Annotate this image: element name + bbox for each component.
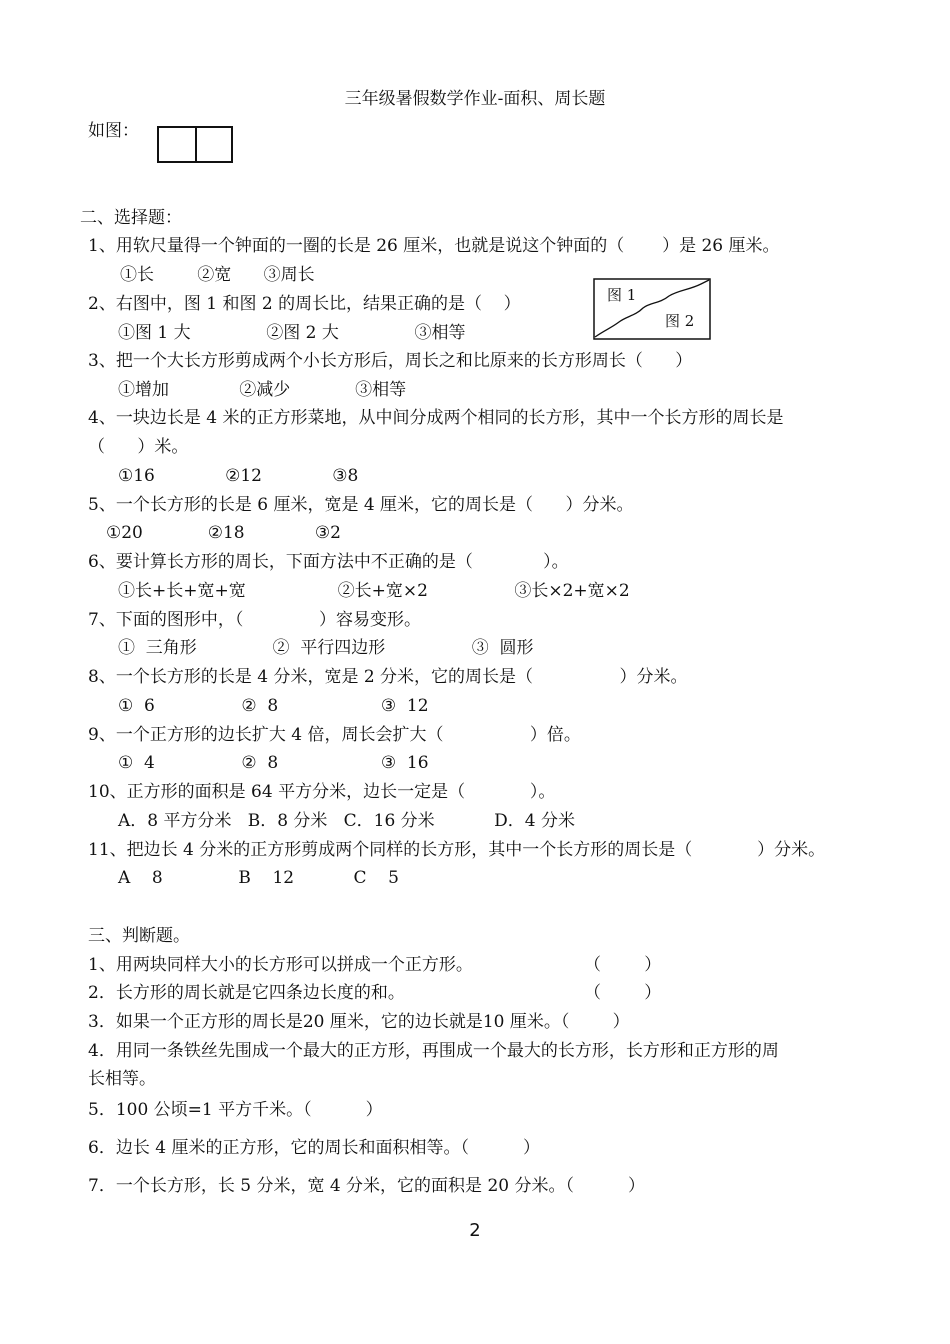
judgment-2-answer-blank[interactable]: （ ） xyxy=(584,983,662,1003)
figure-1-2-diagram xyxy=(593,278,711,340)
figure-label-2: 图 2 xyxy=(665,312,695,330)
question-1: 1、用软尺量得一个钟面的一圈的长是 26 厘米，也就是说这个钟面的（ ）是 26 厘米。 xyxy=(88,236,780,256)
judgment-5: 5．100 公顷=1 平方千米。（ ） xyxy=(88,1100,383,1120)
question-6-options: ①长+长+宽+宽 ②长+宽×2 ③长×2+宽×2 xyxy=(118,581,630,601)
question-3: 3、把一个大长方形剪成两个小长方形后，周长之和比原来的长方形周长（ ） xyxy=(88,351,693,371)
figure-label-1: 图 1 xyxy=(607,286,637,304)
question-7: 7、下面的图形中，（ ）容易变形。 xyxy=(88,610,421,630)
section2-heading: 二、选择题： xyxy=(80,208,182,228)
intro-label: 如图： xyxy=(88,121,139,141)
question-8-options: ① 6 ② 8 ③ 12 xyxy=(118,696,429,716)
judgment-2: 2．长方形的周长就是它四条边长度的和。 xyxy=(88,983,405,1003)
judgment-6: 6．边长 4 厘米的正方形，它的周长和面积相等。（ ） xyxy=(88,1138,540,1158)
question-11-options: A 8 B 12 C 5 xyxy=(118,868,399,888)
question-2: 2、右图中，图 1 和图 2 的周长比，结果正确的是（ ） xyxy=(88,294,521,314)
question-7-options: ① 三角形 ② 平行四边形 ③ 圆形 xyxy=(118,638,534,658)
question-6: 6、要计算长方形的周长，下面方法中不正确的是（ ）。 xyxy=(88,552,569,572)
question-4-options: ①16 ②12 ③8 xyxy=(118,466,359,486)
question-8: 8、一个长方形的长是 4 分米，宽是 2 分米，它的周长是（ ）分米。 xyxy=(88,667,688,687)
question-5: 5、一个长方形的长是 6 厘米，宽是 4 厘米，它的周长是（ ）分米。 xyxy=(88,495,634,515)
judgment-3: 3．如果一个正方形的周长是20 厘米，它的边长就是10 厘米。（ ） xyxy=(88,1012,630,1032)
page-title: 三年级暑假数学作业-面积、周长题 xyxy=(344,89,606,109)
section3-heading: 三、判断题。 xyxy=(88,926,190,946)
question-9-options: ① 4 ② 8 ③ 16 xyxy=(118,753,429,773)
judgment-7: 7．一个长方形，长 5 分米，宽 4 分米，它的面积是 20 分米。（ ） xyxy=(88,1176,646,1196)
judgment-1: 1、用两块同样大小的长方形可以拼成一个正方形。 xyxy=(88,955,473,975)
question-10-options: A．8 平方分米 B．8 分米 C．16 分米 D．4 分米 xyxy=(118,811,575,831)
question-10: 10、正方形的面积是 64 平方分米，边长一定是（ ）。 xyxy=(88,782,556,802)
judgment-4-line-2: 长相等。 xyxy=(88,1069,156,1089)
question-2-options: ①图 1 大 ②图 2 大 ③相等 xyxy=(118,323,466,343)
question-3-options: ①增加 ②减少 ③相等 xyxy=(118,380,407,400)
page-number: 2 xyxy=(469,1220,481,1241)
question-11: 11、把边长 4 分米的正方形剪成两个同样的长方形，其中一个长方形的周长是（ ）分米。 xyxy=(88,840,826,860)
judgment-1-answer-blank[interactable]: （ ） xyxy=(584,955,662,975)
figure-two-squares xyxy=(157,126,233,163)
question-4-line-2: （ ）米。 xyxy=(88,437,189,457)
question-5-options: ①20 ②18 ③2 xyxy=(106,523,341,543)
judgment-4-line-1: 4．用同一条铁丝先围成一个最大的正方形，再围成一个最大的长方形，长方形和正方形的周 xyxy=(88,1041,779,1061)
question-4-line-1: 4、一块边长是 4 米的正方形菜地，从中间分成两个相同的长方形，其中一个长方形的周长是 xyxy=(88,408,784,428)
figure-divider-line xyxy=(195,128,197,161)
question-9: 9、一个正方形的边长扩大 4 倍，周长会扩大（ ）倍。 xyxy=(88,725,581,745)
question-1-options: ①长 ②宽 ③周长 xyxy=(120,265,315,285)
